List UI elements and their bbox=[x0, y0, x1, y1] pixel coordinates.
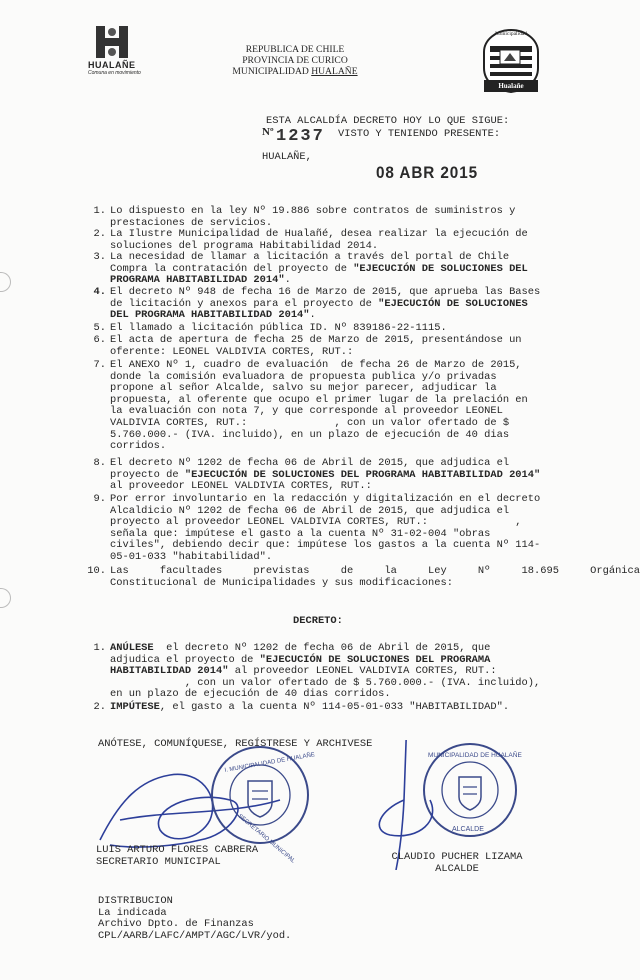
signer-right-title: ALCALDE bbox=[435, 862, 479, 875]
decree-number: 1237 bbox=[276, 127, 325, 146]
decree-date-stamp: 08 ABR 2015 bbox=[376, 163, 479, 182]
right-seal-top-text: MUNICIPALIDAD DE HUALAÑE bbox=[428, 752, 522, 759]
closing-formula: ANÓTESE, COMUNÍQUESE, REGÍSTRESE Y ARCHIVESE bbox=[98, 738, 373, 750]
signer-right bbox=[382, 852, 532, 875]
crest-bottom-text: Hualañe bbox=[498, 82, 524, 90]
signer-right-name: CLAUDIO PUCHER LIZAMA bbox=[391, 851, 523, 863]
distribution-title: DISTRIBUCION bbox=[98, 895, 173, 907]
crest-top-text: Municipalidad bbox=[494, 31, 528, 37]
logo-tagline: Comuna en movimiento bbox=[88, 70, 141, 76]
municipality-logo bbox=[88, 26, 148, 76]
logo-name: HUALAÑE bbox=[88, 60, 136, 70]
distribution-block bbox=[98, 896, 291, 942]
letterhead bbox=[180, 44, 410, 77]
visto-label: VISTO Y TENIENDO PRESENTE: bbox=[338, 128, 501, 140]
signer-left-name: LUIS ARTURO FLORES CABRERA bbox=[96, 844, 259, 856]
decree-intro: ESTA ALCALDÍA DECRETO HOY LO QUE SIGUE: bbox=[266, 115, 510, 127]
header-line3: MUNICIPALIDAD HUALAÑE bbox=[232, 66, 358, 77]
place-label: HUALAÑE, bbox=[262, 151, 312, 163]
right-seal-bottom-text: ALCALDE bbox=[452, 826, 484, 833]
distribution-line: Archivo Dpto. de Finanzas bbox=[98, 918, 254, 931]
decree-no-label: Nº bbox=[262, 126, 274, 138]
signer-left bbox=[96, 845, 258, 868]
left-seal-bottom-text: SECRETARIO MUNICIPAL bbox=[236, 813, 296, 865]
municipal-crest bbox=[478, 28, 544, 94]
signer-left-title: SECRETARIO MUNICIPAL bbox=[96, 855, 221, 868]
header-line2: PROVINCIA DE CURICO bbox=[242, 55, 348, 66]
decreto-heading: DECRETO: bbox=[293, 615, 343, 627]
logo-h-mark bbox=[92, 26, 132, 58]
punch-hole bbox=[0, 588, 11, 608]
distribution-initials: CPL/AARB/LAFC/AMPT/AGC/LVR/yod. bbox=[98, 929, 292, 942]
distribution-line: La indicada bbox=[98, 906, 167, 919]
decree-number-row bbox=[262, 127, 562, 149]
punch-hole bbox=[0, 272, 11, 292]
header-line1: REPUBLICA DE CHILE bbox=[245, 44, 345, 55]
left-signature bbox=[100, 774, 280, 847]
left-seal-top-text: I. MUNICIPALIDAD DE HUALAÑE bbox=[224, 752, 316, 774]
